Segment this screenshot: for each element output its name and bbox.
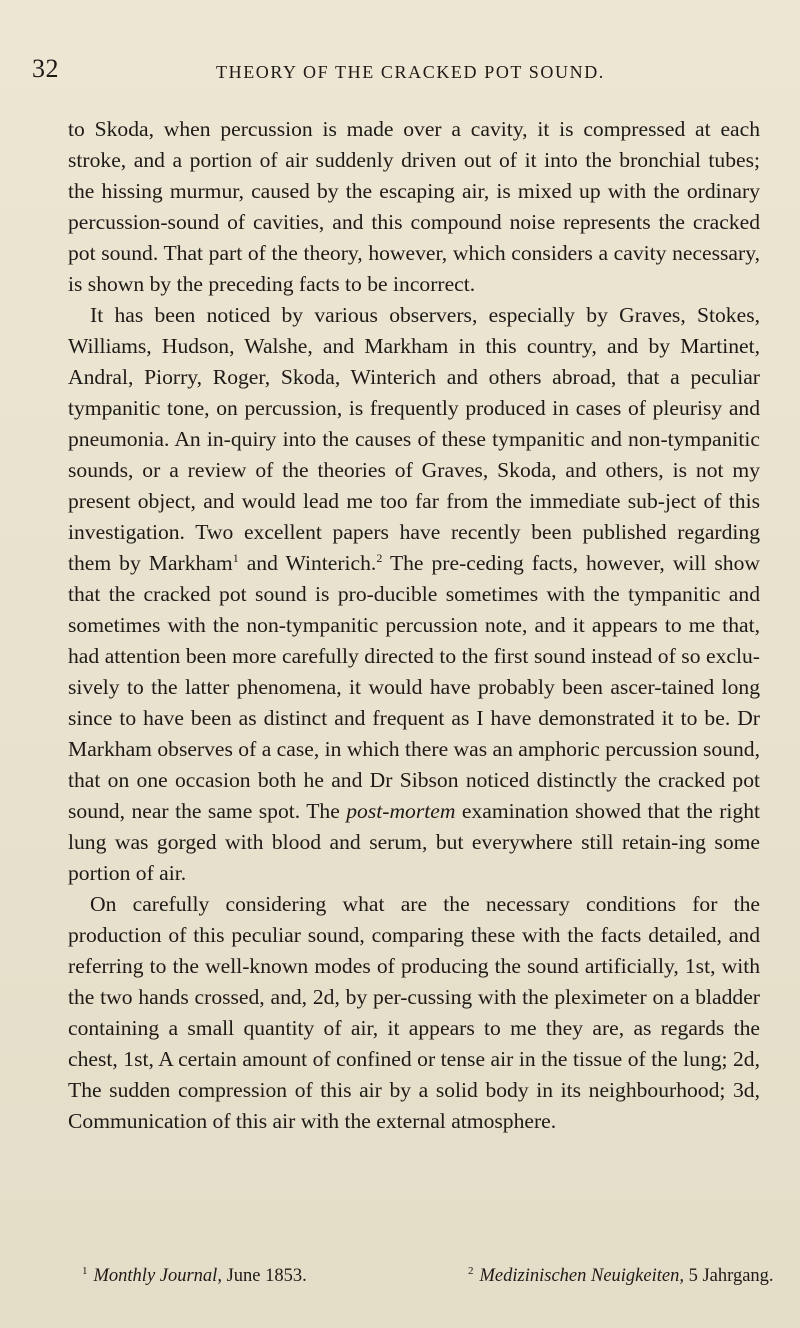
paragraph-1-text: to Skoda, when percussion is made over a cavity, it is compressed at each stroke, and a portion of air suddenly driven out of it into the bronchial tubes; the hissing murmur, caused by the escaping air, is mixed up with the ordinary percussion-sound of cavities, and this compound noise represents the cracked pot sound. That part of the theory, however, which considers a cavity necessary, is shown by the preceding facts to be incorrect.	[68, 117, 760, 296]
footnote-2-rest: 5 Jahrgang.	[683, 1266, 774, 1286]
footnote-1-rest: June 1853.	[221, 1266, 307, 1286]
footnote-1-title: Monthly Journal,	[93, 1266, 222, 1286]
footnote-ref-2[interactable]: 2	[376, 550, 383, 565]
running-head: THEORY OF THE CRACKED POT SOUND.	[216, 62, 605, 82]
footnote-2-mark: 2	[468, 1264, 474, 1277]
paragraph-2-text-end: examination showed that the right lung was gorged with blood and serum, but everywhere still retain-ing some portion of air.	[68, 799, 760, 885]
paragraph-2-italic: post-mortem	[346, 799, 456, 823]
paragraph-2-text-after: The pre-ceding facts, however, will show that the cracked pot sound is pro-ducible sometimes with the tympanitic and sometimes with the non-tympanitic percussion note, and it appears to me that, had attention been more carefully directed to the first sound instead of so exclu-sively to the latter phenomena, it would have probably been ascer-tained long since to have been as distinct and frequent as I have demonstrated it to be. Dr Markham observes of a case, in which there was an amphoric percussion sound, that on one occasion both he and Dr Sibson noticed distinctly the cracked pot sound, near the same spot. The	[68, 551, 760, 823]
footnote-ref-1[interactable]: 1	[232, 550, 239, 565]
page-header	[32, 54, 760, 94]
footnote-2-title: Medizinischen Neuigkeiten,	[479, 1266, 684, 1286]
paragraph-2	[68, 300, 760, 889]
footnotes	[68, 1264, 774, 1287]
paragraph-1	[68, 114, 760, 300]
paragraph-2-text-middle: and Winterich.	[238, 551, 377, 575]
paragraph-3-text: On carefully considering what are the necessary conditions for the production of this peculiar sound, comparing these with the facts detailed, and referring to the well-known modes of producing the sound artificially, 1st, with the two hands crossed, and, 2d, by per-cussing with the pleximeter on a bladder containing a small quantity of air, it appears to me they are, as regards the chest, 1st, A certain amount of confined or tense air in the tissue of the lung; 2d, The sudden compression of this air by a solid body in its neighbourhood; 3d, Communication of this air with the external atmosphere.	[68, 892, 760, 1133]
footnote-2	[468, 1266, 774, 1287]
footnote-1-mark: 1	[82, 1264, 88, 1277]
footnote-1	[82, 1266, 307, 1287]
paragraph-2-text-start: It has been noticed by various observers, especially by Graves, Stokes, Williams, Hudson, Walshe, and Markham in this country, and by Martinet, Andral, Piorry, Roger, Skoda, Winterich and others abroad, that a peculiar tympanitic tone, on percussion, is frequently produced in cases of pleurisy and pneumonia. An in-quiry into the causes of these tympanitic and non-tympanitic sounds, or a review of the theories of Graves, Skoda, and others, is not my present object, and would lead me too far from the immediate sub-ject of this investigation. Two excellent papers have recently been published regarding them by Markham	[68, 303, 760, 575]
page-number: 32	[32, 54, 59, 83]
paragraph-3	[68, 889, 760, 1137]
body-text	[68, 114, 760, 1137]
